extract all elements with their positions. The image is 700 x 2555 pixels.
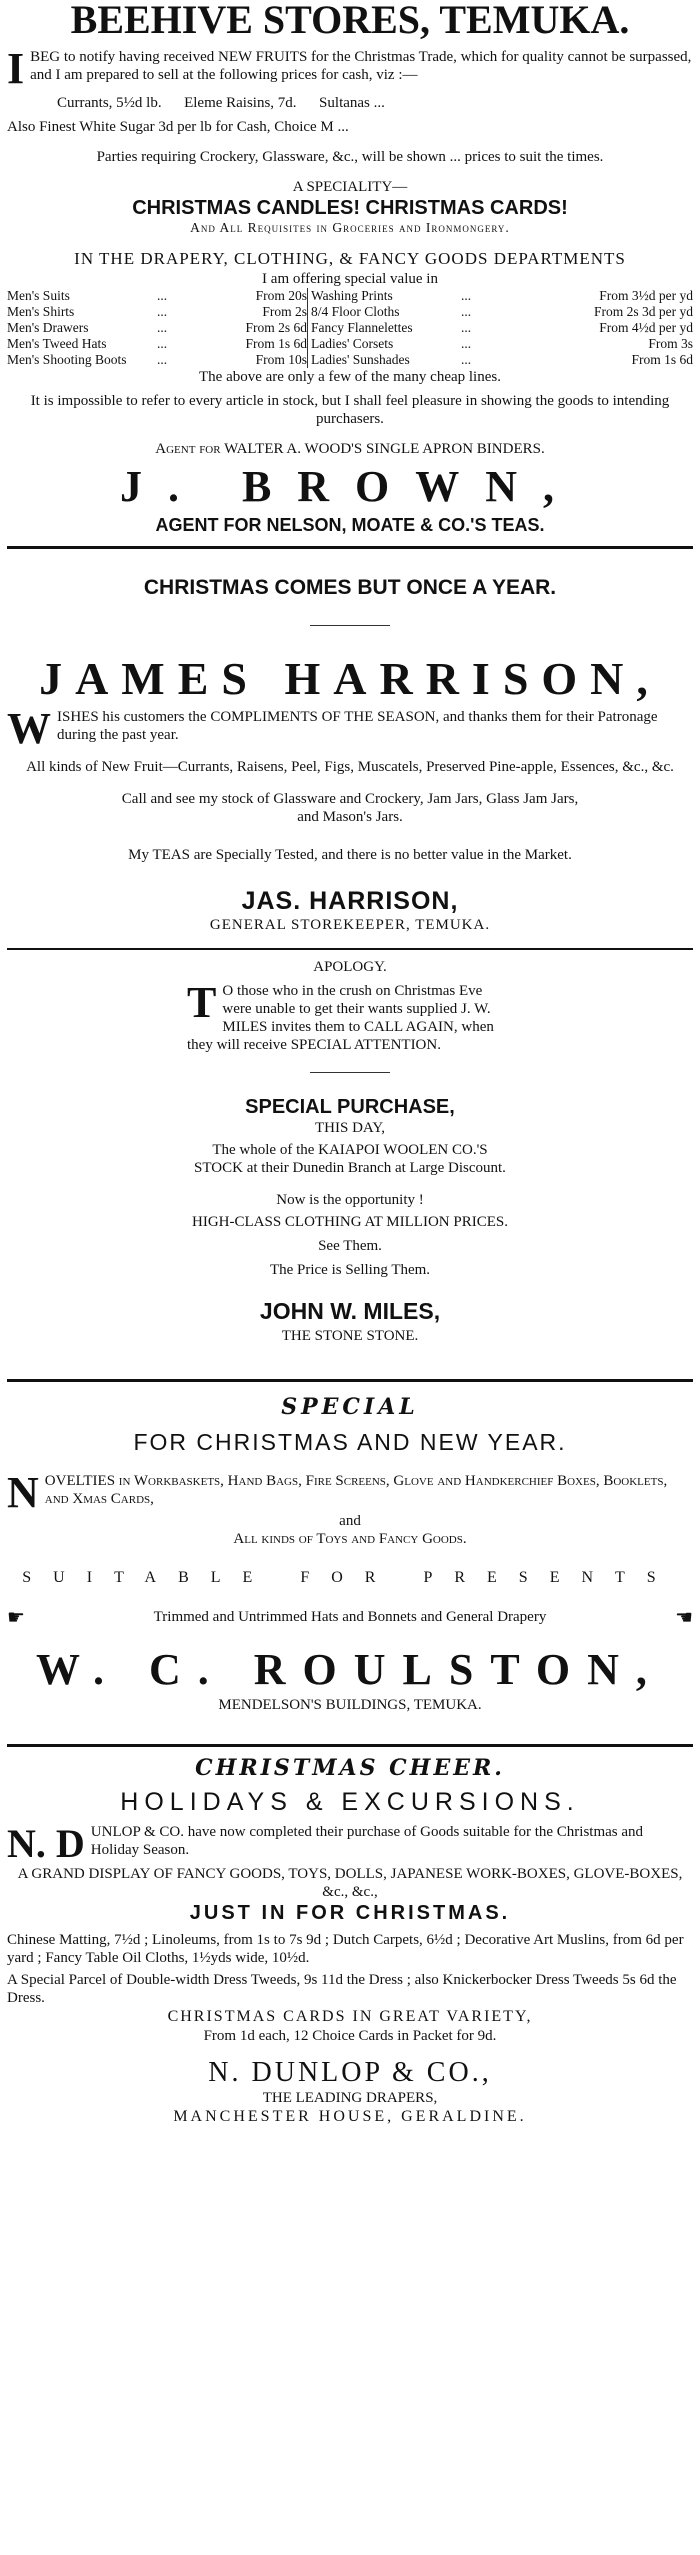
beehive-agent-teas: AGENT FOR NELSON, MOATE & CO.'S TEAS.	[155, 515, 545, 535]
item-name: Men's Drawers	[7, 320, 89, 335]
item-price: From 2s 6d	[245, 320, 307, 335]
leader-dots: ...	[461, 352, 472, 367]
beehive-sugar: Also Finest White Sugar 3d per lb for Cash, Choice M ...	[7, 119, 349, 135]
miles-this-day: THIS DAY,	[314, 1120, 386, 1136]
miles-ad	[7, 958, 693, 1345]
dunlop-ad	[7, 1755, 693, 2127]
beehive-title: BEEHIVE STORES, TEMUKA.	[70, 0, 630, 42]
dunlop-intro-text: UNLOP & CO. have now completed their purchase of Goods suitable for the Christmas and Holiday Season.	[90, 1824, 644, 1858]
drop-cap-w: W	[7, 704, 51, 753]
item-name: Men's Shooting Boots	[7, 352, 127, 367]
dunlop-parcel: A Special Parcel of Double-width Dress Tweeds, 9s 11d the Dress ; also Knickerbocker Dress Tweeds 5s 6d the Dress.	[7, 1972, 677, 2006]
item-name: Men's Suits	[7, 288, 70, 303]
department-row	[7, 288, 693, 304]
item-price: From 3s	[648, 336, 693, 351]
dunlop-cheer: CHRISTMAS CHEER.	[195, 1755, 505, 1781]
item-name: Men's Tweed Hats	[7, 336, 107, 351]
drop-cap-t: T	[187, 978, 217, 1027]
item-price: From 2s	[262, 304, 307, 319]
item-name: Ladies' Sunshades	[308, 352, 462, 368]
miles-special: SPECIAL PURCHASE,	[245, 1096, 455, 1118]
leader-dots: ...	[157, 336, 168, 351]
beehive-intro	[7, 44, 693, 93]
drop-cap-nd: N. D	[7, 1821, 85, 1866]
department-row	[7, 336, 693, 352]
pointing-hand-left-icon: ☚	[675, 1605, 693, 1629]
roulston-suitable: SUITABLE FOR PRESENTS	[22, 1569, 678, 1586]
leader-dots: ...	[461, 288, 472, 303]
roulston-novelties-text: OVELTIES in Workbaskets, Hand Bags, Fire Screens, Glove and Handkerchief Boxes, Booklets, and Xmas Cards,	[44, 1473, 668, 1507]
divider	[7, 546, 693, 549]
miles-sign: JOHN W. MILES,	[259, 1298, 441, 1324]
beehive-brown: J. BROWN,	[119, 462, 581, 511]
item-price: From 2s 3d per yd	[594, 304, 693, 319]
item-name: Ladies' Corsets	[308, 336, 462, 352]
department-row	[7, 352, 693, 368]
miles-clothing: HIGH-CLASS CLOTHING AT MILLION PRICES.	[192, 1214, 508, 1230]
leader-dots: ...	[157, 288, 168, 303]
item-name: Men's Shirts	[7, 304, 75, 319]
roulston-name: W. C. ROULSTON,	[36, 1645, 664, 1694]
roulston-hats: Trimmed and Untrimmed Hats and Bonnets and General Drapery	[153, 1609, 547, 1625]
beehive-departments: IN THE DRAPERY, CLOTHING, & FANCY GOODS DEPARTMENTS	[74, 249, 626, 268]
roulston-ad	[7, 1394, 693, 1714]
roulston-hats-row	[7, 1605, 693, 1629]
beehive-departments-table	[7, 288, 693, 368]
harrison-ad	[7, 575, 693, 934]
beehive-crockery: Parties requiring Crockery, Glassware, &c., will be shown ... prices to suit the times.	[96, 149, 604, 165]
drop-cap-n: N	[7, 1468, 39, 1517]
harrison-teas: My TEAS are Specially Tested, and there is no better value in the Market.	[128, 847, 572, 863]
dunlop-house: MANCHESTER HOUSE, GERALDINE.	[173, 2108, 527, 2125]
dunlop-cards-price: From 1d each, 12 Choice Cards in Packet for 9d.	[203, 2028, 497, 2044]
roulston-address: MENDELSON'S BUILDINGS, TEMUKA.	[218, 1697, 482, 1713]
beehive-agent-wood: Agent for WALTER A. WOOD'S SINGLE APRON BINDERS.	[155, 441, 545, 457]
leader-dots: ...	[461, 320, 472, 335]
leader-dots: ...	[157, 352, 168, 367]
item-price: From 20s	[255, 288, 307, 303]
miles-whole: The whole of the KAIAPOI WOOLEN CO.'S STOCK at their Dunedin Branch at Large Discount.	[194, 1142, 506, 1176]
dunlop-display: A GRAND DISPLAY OF FANCY GOODS, TOYS, DOLLS, JAPANESE WORK-BOXES, GLOVE-BOXES, &c., &c.,	[17, 1866, 683, 1900]
roulston-toys: All kinds of Toys and Fancy Goods.	[233, 1531, 467, 1547]
item-price: From 10s	[255, 352, 307, 367]
beehive-prices: Currants, 5½d lb. Eleme Raisins, 7d. Sultanas ...	[57, 95, 385, 111]
item-name: Fancy Flannelettes	[308, 320, 462, 336]
miles-now: Now is the opportunity !	[276, 1192, 424, 1208]
dunlop-matting: Chinese Matting, 7½d ; Linoleums, from 1s to 7s 9d ; Dutch Carpets, 6½d ; Decorative Art Muslins, from 6d per yard ; Fancy Table Oil Cloths, 1½yds wide, 10½d.	[7, 1932, 684, 1966]
roulston-for: FOR CHRISTMAS AND NEW YEAR.	[133, 1429, 567, 1455]
harrison-role: GENERAL STOREKEEPER, TEMUKA.	[209, 917, 491, 933]
beehive-few: The above are only a few of the many cheap lines.	[199, 369, 501, 385]
dunlop-just: JUST IN FOR CHRISTMAS.	[189, 1902, 511, 1924]
beehive-speciality: A SPECIALITY—	[292, 179, 408, 195]
harrison-fruit: All kinds of New Fruit—Currants, Raisens, Peel, Figs, Muscatels, Preserved Pine-apple, Essences, &c., &c.	[26, 759, 674, 775]
beehive-requisites: And All Requisites in Groceries and Ironmongery.	[190, 220, 510, 235]
department-row	[7, 304, 693, 320]
harrison-name: JAMES HARRISON,	[39, 653, 661, 704]
harrison-sign: JAS. HARRISON,	[241, 887, 459, 915]
dunlop-sign: N. DUNLOP & CO.,	[208, 2057, 492, 2088]
dunlop-leading: THE LEADING DRAPERS,	[262, 2090, 438, 2106]
item-price: From 3½d per yd	[599, 288, 693, 303]
harrison-glassware: Call and see my stock of Glassware and Crockery, Jam Jars, Glass Jam Jars, and Mason's Jars.	[121, 791, 579, 825]
leader-dots: ...	[461, 336, 472, 351]
miles-see: See Them.	[318, 1238, 382, 1254]
harrison-wishes-text: ISHES his customers the COMPLIMENTS OF THE SEASON, and thanks them for their Patronage during the past year.	[57, 709, 658, 743]
harrison-wishes	[7, 704, 693, 753]
item-price: From 4½d per yd	[599, 320, 693, 335]
short-rule	[310, 625, 390, 626]
short-rule	[310, 1072, 390, 1073]
leader-dots: ...	[157, 304, 168, 319]
drop-cap-i: I	[7, 44, 25, 93]
dunlop-intro	[7, 1821, 693, 1866]
item-price: From 1s 6d	[631, 352, 693, 367]
miles-body	[187, 978, 513, 1054]
divider	[7, 948, 693, 950]
beehive-candles: CHRISTMAS CANDLES! CHRISTMAS CARDS!	[132, 197, 568, 219]
divider	[7, 1379, 693, 1382]
beehive-impossible: It is impossible to refer to every article in stock, but I shall feel pleasure in showing the goods to intending purchasers.	[30, 393, 670, 427]
miles-apology: APOLOGY.	[313, 959, 387, 975]
item-name: Washing Prints	[308, 288, 462, 304]
miles-price: The Price is Selling Them.	[269, 1262, 431, 1278]
beehive-stores-ad	[7, 0, 693, 536]
miles-body-text: O those who in the crush on Christmas Eve were unable to get their wants supplied J. W. MILES invites them to CALL AGAIN, when they will receive SPECIAL ATTENTION.	[187, 983, 494, 1053]
roulston-and: and	[339, 1513, 361, 1529]
divider	[7, 1744, 693, 1747]
dunlop-holidays: HOLIDAYS & EXCURSIONS.	[120, 1788, 580, 1816]
beehive-offering: I am offering special value in	[262, 271, 438, 287]
roulston-novelties	[7, 1468, 693, 1517]
leader-dots: ...	[157, 320, 168, 335]
item-name: 8/4 Floor Cloths	[308, 304, 462, 320]
leader-dots: ...	[461, 304, 472, 319]
pointing-hand-right-icon: ☛	[7, 1605, 25, 1629]
harrison-headline: CHRISTMAS COMES BUT ONCE A YEAR.	[143, 576, 557, 599]
roulston-special: SPECIAL	[281, 1394, 419, 1420]
beehive-intro-text: BEG to notify having received NEW FRUITS for the Christmas Trade, which for quality cannot be surpassed, and I am prepared to sell at the following prices for cash, viz :—	[30, 49, 692, 83]
miles-store: THE STONE STONE.	[281, 1328, 419, 1344]
dunlop-cards: CHRISTMAS CARDS IN GREAT VARIETY,	[167, 2008, 533, 2025]
department-row	[7, 320, 693, 336]
item-price: From 1s 6d	[245, 336, 307, 351]
